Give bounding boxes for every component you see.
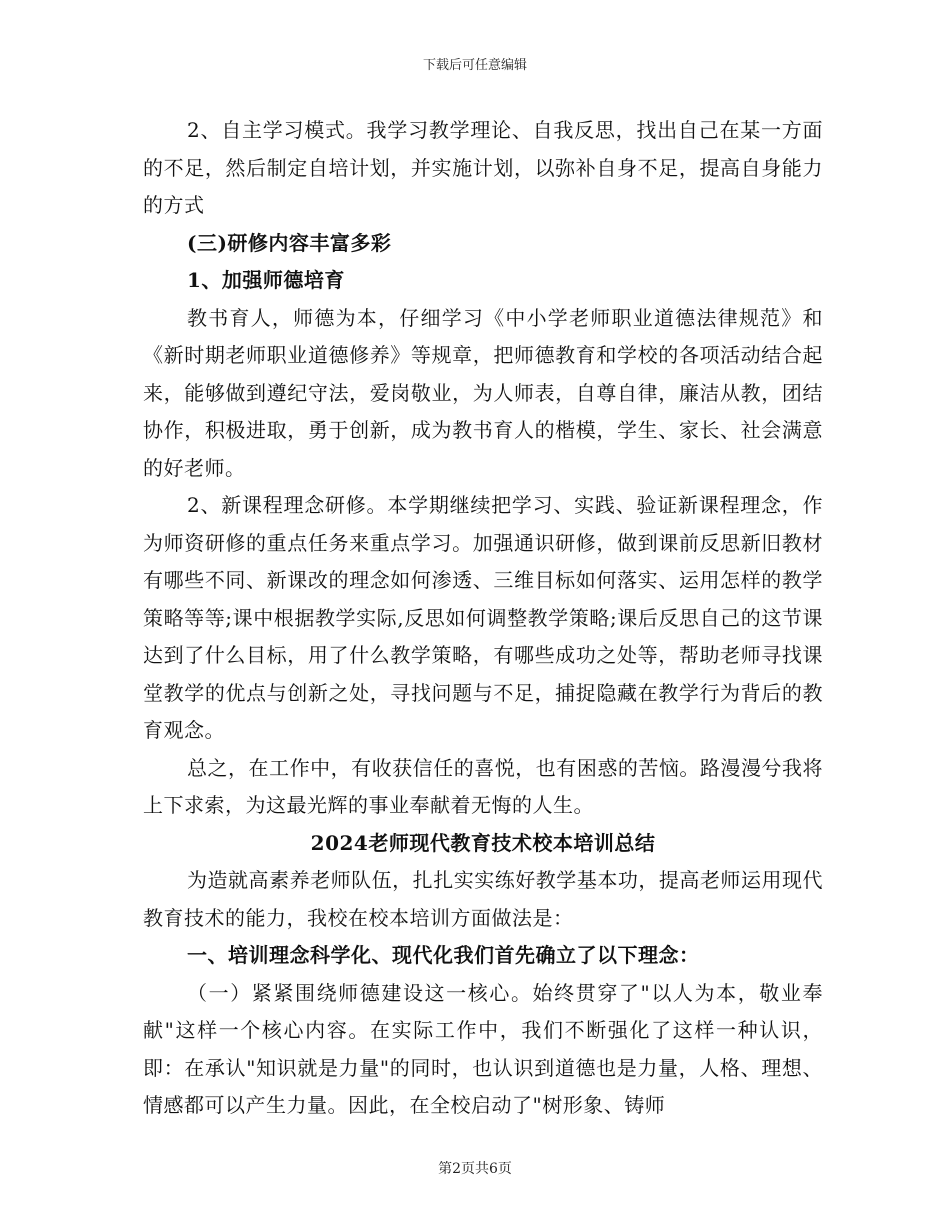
paragraph-intro: 为造就高素养老师队伍，扎扎实实练好教学基本功，提高老师运用现代教育技术的能力，我校在校本培训方面做法是：	[143, 868, 823, 930]
paragraph-ethics-core: （一）紧紧围绕师德建设这一核心。始终贯穿了"以人为本，敬业奉献"这样一个核心内容。在实际工作中，我们不断强化了这样一种认识，即：在承认"知识就是力量"的同时，也认识到道德也是力量，人格、理想、情感都可以产生力量。因此，在全校启动了"树形象、铸师	[143, 980, 823, 1117]
paragraph-teacher-ethics: 教书育人，师德为本，仔细学习《中小学老师职业道德法律规范》和《新时期老师职业道德修养》等规章，把师德教育和学校的各项活动结合起来，能够做到遵纪守法，爱岗敬业，为人师表，自尊自律，廉洁从教，团结协作，积极进取，勇于创新，成为教书育人的楷模，学生、家长、社会满意的好老师。	[143, 305, 823, 480]
paragraph-self-study: 2、自主学习模式。我学习教学理论、自我反思，找出自己在某一方面的不足，然后制定自培计划，并实施计划，以弥补自身不足，提高自身能力的方式	[143, 118, 823, 217]
page-header: 下载后可任意编辑	[422, 58, 527, 73]
paragraph-new-curriculum: 2、新课程理念研修。本学期继续把学习、实践、验证新课程理念，作为师资研修的重点任务来重点学习。加强通识研修，做到课前反思新旧教材有哪些不同、新课改的理念如何渗透、三维目标如何落实、运用怎样的教学策略等等;课中根据教学实际,反思如何调整教学策略;课后反思自己的这节课达到了什么目标，用了什么教学策略，有哪些成功之处等，帮助老师寻找课堂教学的优点与创新之处，寻找问题与不足，捕捉隐藏在教学行为背后的教育观念。	[143, 493, 823, 742]
heading-training-concept: 一、培训理念科学化、现代化我们首先确立了以下理念：	[187, 943, 700, 967]
page-footer: 第2页共6页	[438, 1161, 512, 1177]
paragraph-conclusion: 总之，在工作中，有收获信任的喜悦，也有困惑的苦恼。路漫漫兮我将上下求索，为这最光辉的事业奉献着无悔的人生。	[143, 755, 823, 817]
heading-teacher-ethics: 1、加强师德培育	[187, 268, 345, 292]
section-title: 2024老师现代教育技术校本培训总结	[310, 830, 656, 855]
document-body	[143, 112, 823, 1125]
heading-research-content: (三)研修内容丰富多彩	[187, 230, 392, 255]
